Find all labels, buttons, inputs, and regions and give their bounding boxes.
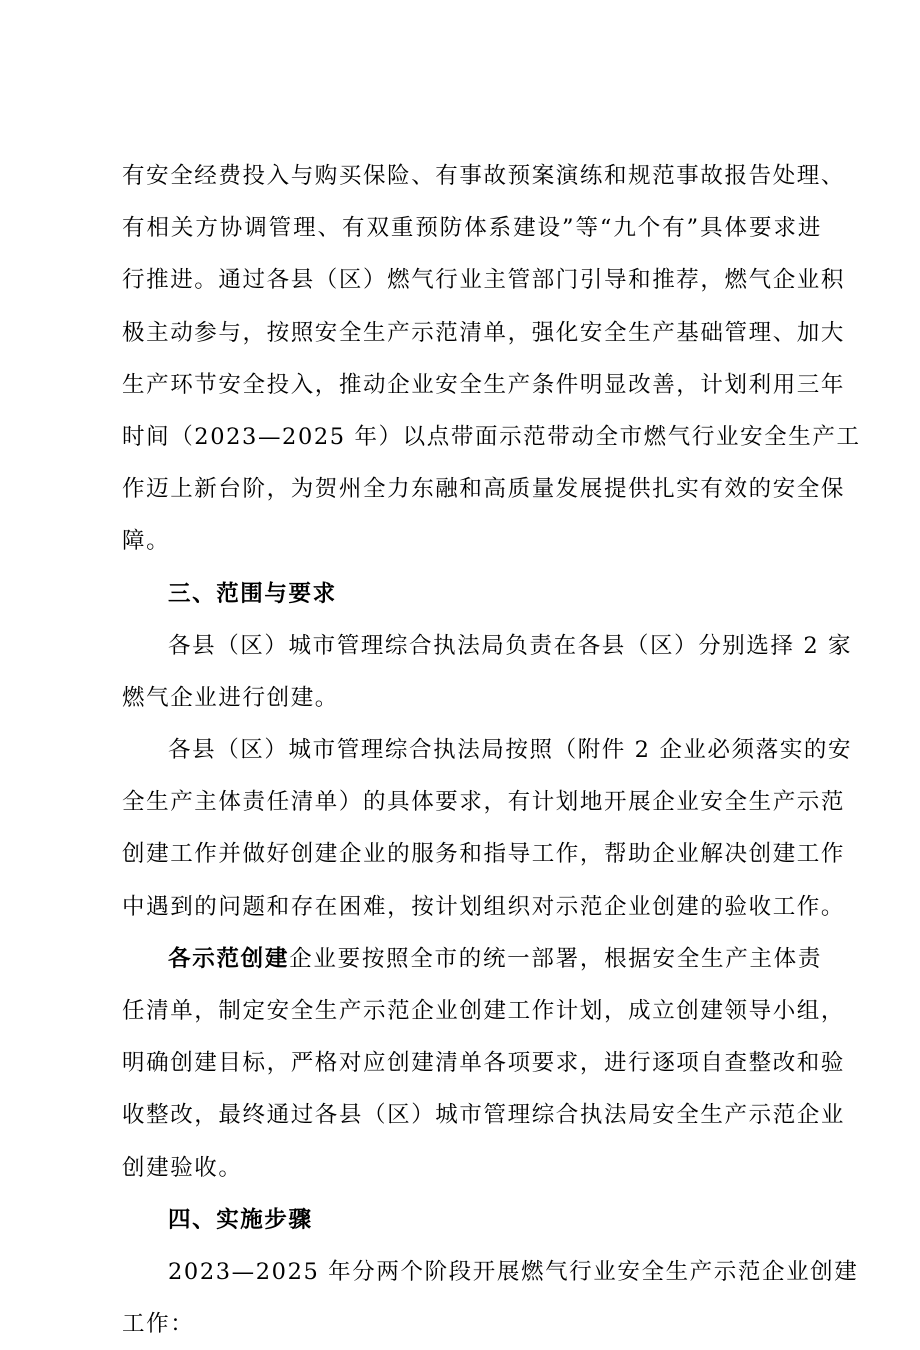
- paragraph-line: 极主动参与，按照安全生产示范清单，强化安全生产基础管理、加大: [122, 319, 846, 346]
- paragraph-line: 有安全经费投入与购买保险、有事故预案演练和规范事故报告处理、: [122, 163, 846, 189]
- paragraph-line: 2023—2025 年分两个阶段开展燃气行业安全生产示范企业创建: [168, 1258, 859, 1285]
- paragraph-line: 有相关方协调管理、有双重预防体系建设”等“九个有”具体要求进: [122, 215, 822, 242]
- paragraph-text: 企业要按照全市的统一部署，根据安全生产主体责: [289, 945, 822, 972]
- paragraph-line: 中遇到的问题和存在困难，按计划组织对示范企业创建的验收工作。: [122, 893, 846, 920]
- paragraph-line: 时间（2023—2025 年）以点带面示范带动全市燃气行业安全生产工: [122, 423, 861, 450]
- paragraph-line: 障。: [122, 528, 171, 555]
- paragraph-line: 创建验收。: [122, 1154, 243, 1181]
- paragraph-line: 收整改，最终通过各县（区）城市管理综合执法局安全生产示范企业: [122, 1102, 846, 1129]
- paragraph-line: 作迈上新台阶，为贺州全力东融和高质量发展提供扎实有效的安全保: [122, 476, 846, 503]
- paragraph-line: 创建工作并做好创建企业的服务和指导工作，帮助企业解决创建工作: [122, 841, 846, 868]
- paragraph-line: [122, 933, 822, 985]
- section-heading-steps: 四、实施步骤: [168, 1206, 313, 1233]
- paragraph-line: 燃气企业进行创建。: [122, 684, 339, 711]
- paragraph-line: 生产环节安全投入，推动企业安全生产条件明显改善，计划利用三年: [122, 371, 846, 398]
- paragraph-line: 各县（区）城市管理综合执法局按照（附件 2 企业必须落实的安: [168, 737, 853, 764]
- paragraph-line: 各县（区）城市管理综合执法局负责在各县（区）分别选择 2 家: [168, 632, 853, 659]
- document-body: [122, 150, 861, 1350]
- paragraph-line: 任清单，制定安全生产示范企业创建工作计划，成立创建领导小组，: [122, 998, 846, 1024]
- paragraph-line: 行推进。通过各县（区）燃气行业主管部门引导和推荐，燃气企业积: [122, 267, 846, 294]
- paragraph-line: 明确创建目标，严格对应创建清单各项要求，进行逐项自查整改和验: [122, 1050, 846, 1077]
- section-heading-scope: 三、范围与要求: [168, 580, 337, 607]
- bold-lead-text: 各示范创建: [168, 945, 290, 972]
- paragraph-line: 工作：: [122, 1311, 195, 1338]
- paragraph-line: 全生产主体责任清单）的具体要求，有计划地开展企业安全生产示范: [122, 789, 846, 816]
